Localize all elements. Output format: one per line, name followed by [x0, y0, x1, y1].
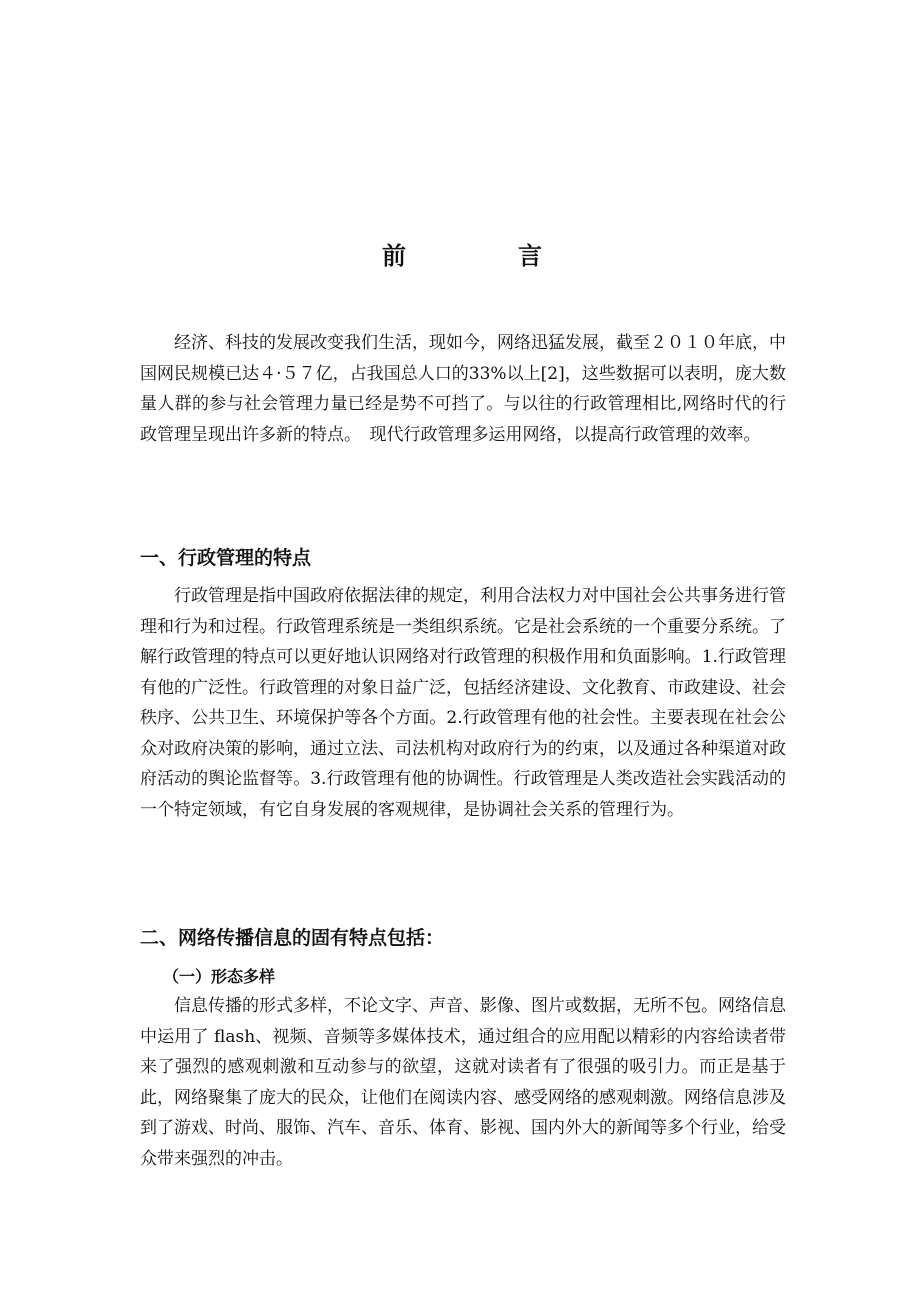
section-2-heading: 二、网络传播信息的固有特点包括： [140, 927, 445, 949]
section-1-paragraph: 行政管理是指中国政府依据法律的规定，利用合法权力对中国社会公共事务进行管理和行为和过程。行政管理系统是一类组织系统。它是社会系统的一个重要分系统。了解行政管理的特点可以更好地认识网络对行政管理的积极作用和负面影响。1.行政管理有他的广泛性。行政管理的对象日益广泛，包括经济建设、文化教育、市政建设、社会秩序、公共卫生、环境保护等各个方面。2.行政管理有他的社会性。主要表现在社会公众对政府决策的影响，通过立法、司法机构对政府行为的约束，以及通过各种渠道对政府活动的舆论监督等。3.行政管理有他的协调性。行政管理是人类改造社会实践活动的一个特定领域，有它自身发展的客观规律，是协调社会关系的管理行为。 [140, 586, 786, 820]
section-1-heading: 一、行政管理的特点 [140, 547, 312, 569]
page-title: 前 言 [382, 242, 586, 270]
preface-paragraph: 经济、科技的发展改变我们生活，现如今，网络迅猛发展，截至２０１０年底，中国网民规模已达４·５７亿，占我国总人口的33%以上[2]，这些数据可以表明，庞大数量人群的参与社会管理力量已经是势不可挡了。与以往的行政管理相比,网络时代的行政管理呈现出许多新的特点。 现代行政管理多运用网络，以提高行政管理的效率。 [140, 333, 786, 445]
section-2-paragraph: 信息传播的形式多样，不论文字、声音、影像、图片或数据，无所不包。网络信息中运用了 flash、视频、音频等多媒体技术，通过组合的应用配以精彩的内容给读者带来了强烈的感观刺激和互动参与的欲望，这就对读者有了很强的吸引力。而正是基于此，网络聚集了庞大的民众，让他们在阅读内容、感受网络的感观刺激。网络信息涉及到了游戏、时尚、服饰、汽车、音乐、体育、影视、国内外大的新闻等多个行业，给受众带来强烈的冲击。 [140, 996, 786, 1169]
section-2-subheading: （一）形态多样 [163, 967, 276, 986]
